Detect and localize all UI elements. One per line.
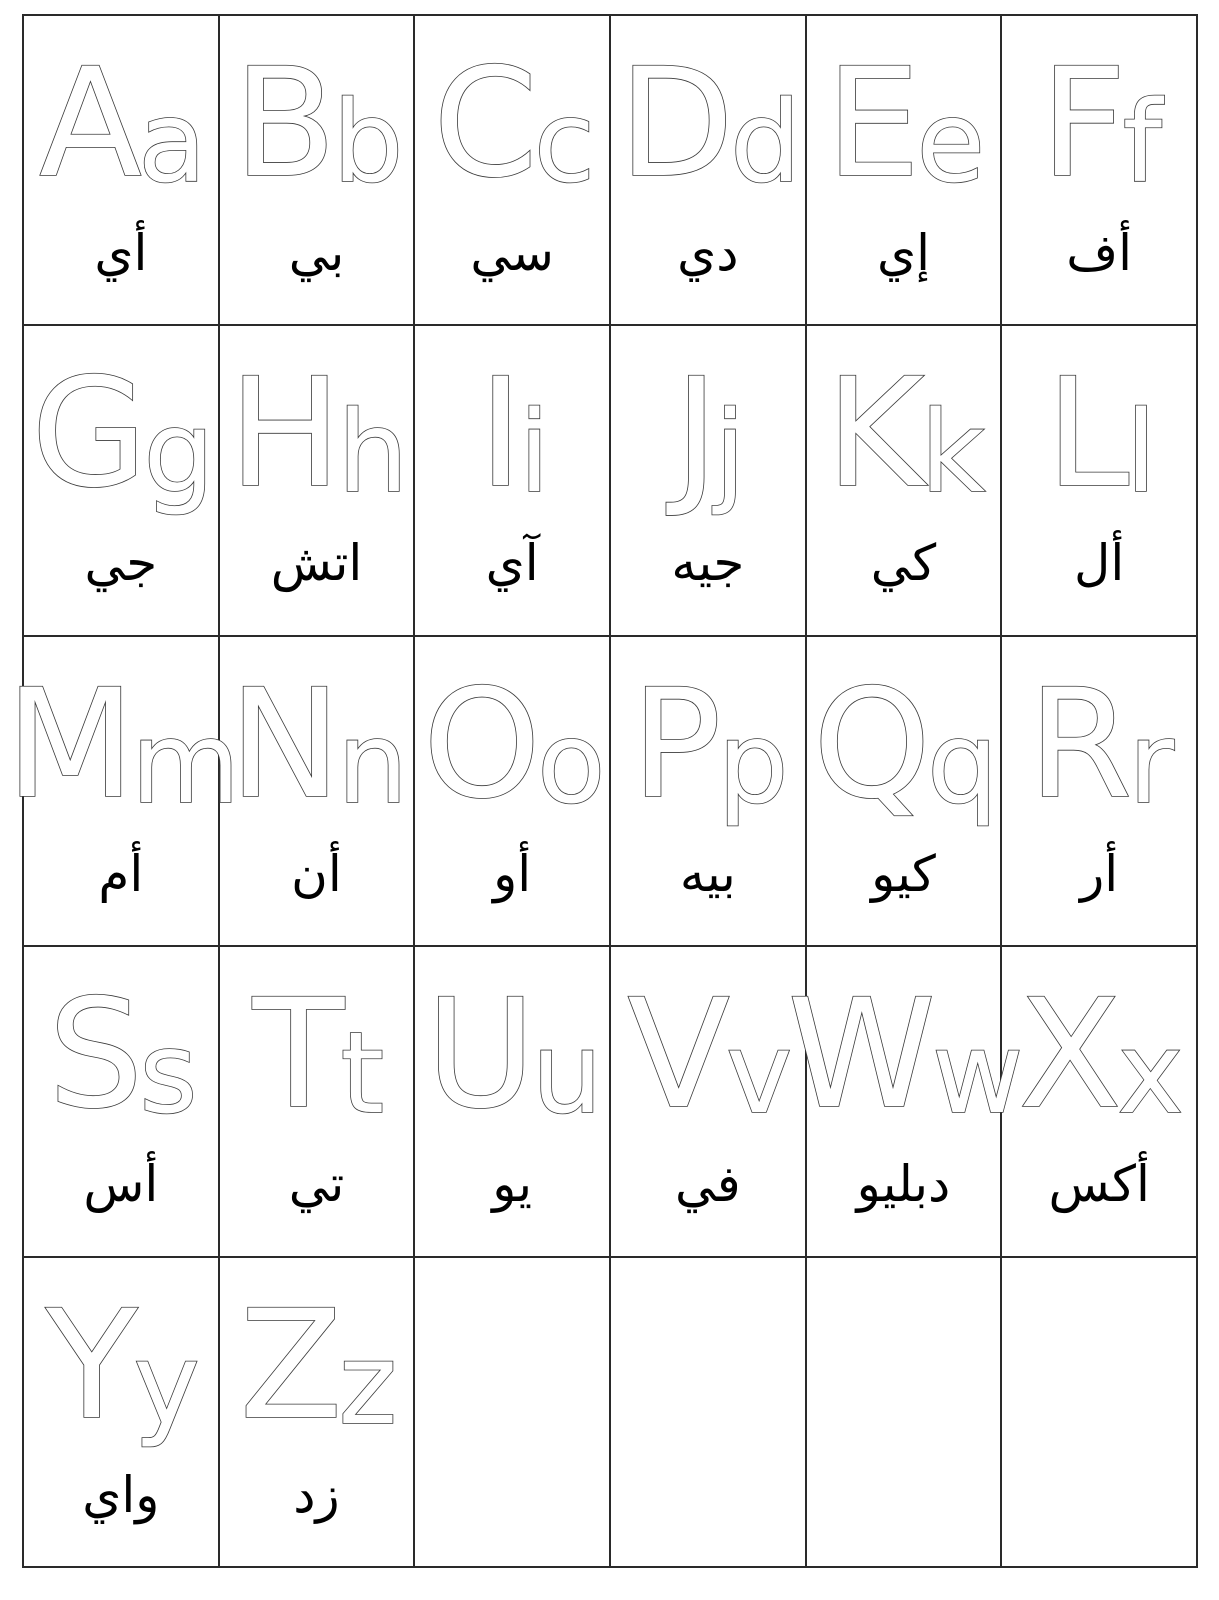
lowercase-letter: p bbox=[717, 698, 785, 829]
arabic-letter-name: تي bbox=[288, 1155, 345, 1214]
letter-cell-f bbox=[1002, 16, 1198, 326]
outline-letters bbox=[611, 334, 805, 522]
uppercase-letter: H bbox=[228, 347, 338, 522]
arabic-letter-name: واي bbox=[82, 1465, 160, 1524]
lowercase-letter: d bbox=[730, 78, 798, 208]
outline-letters bbox=[611, 24, 805, 211]
lowercase-letter: l bbox=[1125, 388, 1153, 519]
outline-letters bbox=[787, 955, 1020, 1143]
lowercase-letter: h bbox=[337, 388, 405, 519]
lowercase-letter: b bbox=[332, 78, 400, 208]
lowercase-letter: i bbox=[518, 388, 546, 519]
lowercase-letter: t bbox=[340, 1009, 381, 1140]
uppercase-letter: W bbox=[787, 968, 932, 1143]
letter-cell-g bbox=[24, 326, 220, 636]
lowercase-letter: s bbox=[139, 1009, 194, 1140]
lowercase-letter: q bbox=[926, 698, 995, 829]
lowercase-letter: o bbox=[536, 698, 602, 829]
uppercase-letter: I bbox=[478, 347, 519, 522]
uppercase-letter: R bbox=[1028, 657, 1129, 832]
arabic-letter-name: أل bbox=[1074, 534, 1125, 593]
arabic-letter-name: دي bbox=[677, 224, 739, 282]
outline-letters bbox=[220, 24, 414, 211]
arabic-letter-name: جيه bbox=[671, 534, 745, 593]
lowercase-letter: f bbox=[1122, 78, 1159, 208]
letter-cell-m bbox=[5, 637, 237, 947]
letter-cell-t bbox=[220, 947, 416, 1257]
letter-cell-l bbox=[1002, 326, 1198, 636]
arabic-letter-name: اتش bbox=[270, 534, 363, 593]
empty-cell bbox=[611, 1258, 807, 1568]
letter-cell-c bbox=[415, 16, 611, 326]
lowercase-letter: c bbox=[533, 78, 592, 208]
lowercase-letter: e bbox=[916, 78, 982, 208]
arabic-letter-name: أكس bbox=[1048, 1155, 1150, 1214]
uppercase-letter: P bbox=[631, 657, 718, 832]
letter-cell-w bbox=[787, 947, 1020, 1257]
outline-letters bbox=[1002, 645, 1196, 832]
outline-letters bbox=[220, 1266, 414, 1453]
uppercase-letter: V bbox=[627, 968, 726, 1143]
letter-cell-s bbox=[24, 947, 220, 1257]
letter-cell-x bbox=[1002, 947, 1198, 1257]
outline-letters bbox=[1002, 334, 1196, 522]
uppercase-letter: N bbox=[228, 657, 338, 832]
letter-cell-u bbox=[415, 947, 611, 1257]
arabic-letter-name: أن bbox=[291, 844, 342, 903]
outline-letters bbox=[611, 645, 805, 832]
uppercase-letter: O bbox=[422, 657, 537, 832]
letter-cell-d bbox=[611, 16, 807, 326]
outline-letters bbox=[807, 334, 1001, 522]
uppercase-letter: X bbox=[1018, 968, 1118, 1143]
outline-letters bbox=[415, 955, 609, 1143]
arabic-letter-name: إي bbox=[876, 224, 930, 282]
alphabet-grid bbox=[5, 14, 1198, 1568]
letter-cell-p bbox=[611, 637, 807, 947]
arabic-letter-name: كيو bbox=[871, 844, 936, 903]
lowercase-letter: j bbox=[714, 388, 742, 519]
lowercase-letter: u bbox=[531, 1009, 599, 1140]
arabic-letter-name: كي bbox=[870, 534, 937, 593]
outline-letters bbox=[24, 1266, 218, 1453]
outline-letters bbox=[24, 955, 218, 1143]
letter-cell-z bbox=[220, 1258, 416, 1568]
letter-cell-b bbox=[220, 16, 416, 326]
letter-cell-v bbox=[611, 947, 807, 1257]
lowercase-letter: k bbox=[920, 388, 982, 519]
letter-cell-r bbox=[1002, 637, 1198, 947]
arabic-letter-name: بي bbox=[288, 224, 345, 282]
uppercase-letter: U bbox=[425, 968, 532, 1143]
uppercase-letter: K bbox=[825, 347, 921, 522]
lowercase-letter: y bbox=[133, 1319, 196, 1450]
outline-letters bbox=[611, 955, 805, 1143]
empty-cell bbox=[1002, 1258, 1198, 1568]
uppercase-letter: C bbox=[433, 37, 534, 211]
arabic-letter-name: آي bbox=[485, 534, 539, 593]
lowercase-letter: m bbox=[130, 698, 237, 829]
outline-letters bbox=[220, 645, 414, 832]
arabic-letter-name: سي bbox=[470, 224, 554, 282]
outline-letters bbox=[24, 24, 218, 211]
outline-letters bbox=[1002, 24, 1196, 211]
uppercase-letter: D bbox=[618, 37, 731, 211]
letter-cell-i bbox=[415, 326, 611, 636]
uppercase-letter: G bbox=[31, 347, 144, 522]
letter-cell-a bbox=[24, 16, 220, 326]
letter-cell-o bbox=[415, 637, 611, 947]
empty-cell bbox=[807, 1258, 1003, 1568]
uppercase-letter: M bbox=[5, 657, 131, 832]
lowercase-letter: r bbox=[1128, 698, 1171, 829]
arabic-letter-name: بيه bbox=[679, 844, 736, 903]
uppercase-letter: E bbox=[825, 37, 917, 211]
outline-letters bbox=[415, 334, 609, 522]
uppercase-letter: Y bbox=[45, 1278, 134, 1453]
arabic-letter-name: يو bbox=[492, 1155, 533, 1214]
arabic-letter-name: في bbox=[675, 1155, 741, 1214]
lowercase-letter: g bbox=[143, 388, 211, 519]
lowercase-letter: z bbox=[338, 1319, 394, 1450]
outline-letters bbox=[1002, 955, 1196, 1143]
lowercase-letter: n bbox=[337, 698, 405, 829]
uppercase-letter: S bbox=[48, 968, 140, 1143]
arabic-letter-name: جي bbox=[84, 534, 158, 593]
outline-letters bbox=[415, 24, 609, 211]
outline-letters bbox=[220, 955, 414, 1143]
arabic-letter-name: أف bbox=[1066, 224, 1133, 282]
outline-letters bbox=[220, 334, 414, 522]
lowercase-letter: w bbox=[931, 1009, 1020, 1140]
uppercase-letter: F bbox=[1040, 37, 1123, 211]
outline-letters bbox=[807, 24, 1001, 211]
arabic-letter-name: أر bbox=[1080, 844, 1119, 903]
uppercase-letter: A bbox=[39, 37, 138, 211]
letter-cell-e bbox=[807, 16, 1003, 326]
letter-cell-q bbox=[807, 637, 1003, 947]
outline-letters bbox=[807, 645, 1001, 832]
lowercase-letter: a bbox=[137, 78, 203, 208]
arabic-letter-name: أم bbox=[98, 844, 144, 903]
outline-letters bbox=[415, 645, 609, 832]
arabic-letter-name: أس bbox=[83, 1155, 159, 1214]
empty-cell bbox=[415, 1258, 611, 1568]
uppercase-letter: T bbox=[252, 968, 341, 1143]
uppercase-letter: B bbox=[233, 37, 333, 211]
letter-cell-j bbox=[611, 326, 807, 636]
letter-cell-n bbox=[220, 637, 416, 947]
arabic-letter-name: أو bbox=[493, 844, 532, 903]
lowercase-letter: x bbox=[1117, 1009, 1180, 1140]
outline-letters bbox=[24, 334, 218, 522]
arabic-letter-name: أي bbox=[94, 224, 148, 282]
uppercase-letter: L bbox=[1045, 347, 1126, 522]
lowercase-letter: v bbox=[726, 1009, 789, 1140]
letter-cell-h bbox=[220, 326, 416, 636]
letter-cell-y bbox=[24, 1258, 220, 1568]
uppercase-letter: Z bbox=[239, 1278, 339, 1453]
uppercase-letter: J bbox=[674, 347, 715, 522]
uppercase-letter: Q bbox=[812, 657, 927, 832]
letter-cell-k bbox=[807, 326, 1003, 636]
arabic-letter-name: دبليو bbox=[856, 1155, 951, 1214]
arabic-letter-name: زد bbox=[293, 1465, 340, 1524]
outline-letters bbox=[5, 645, 237, 832]
